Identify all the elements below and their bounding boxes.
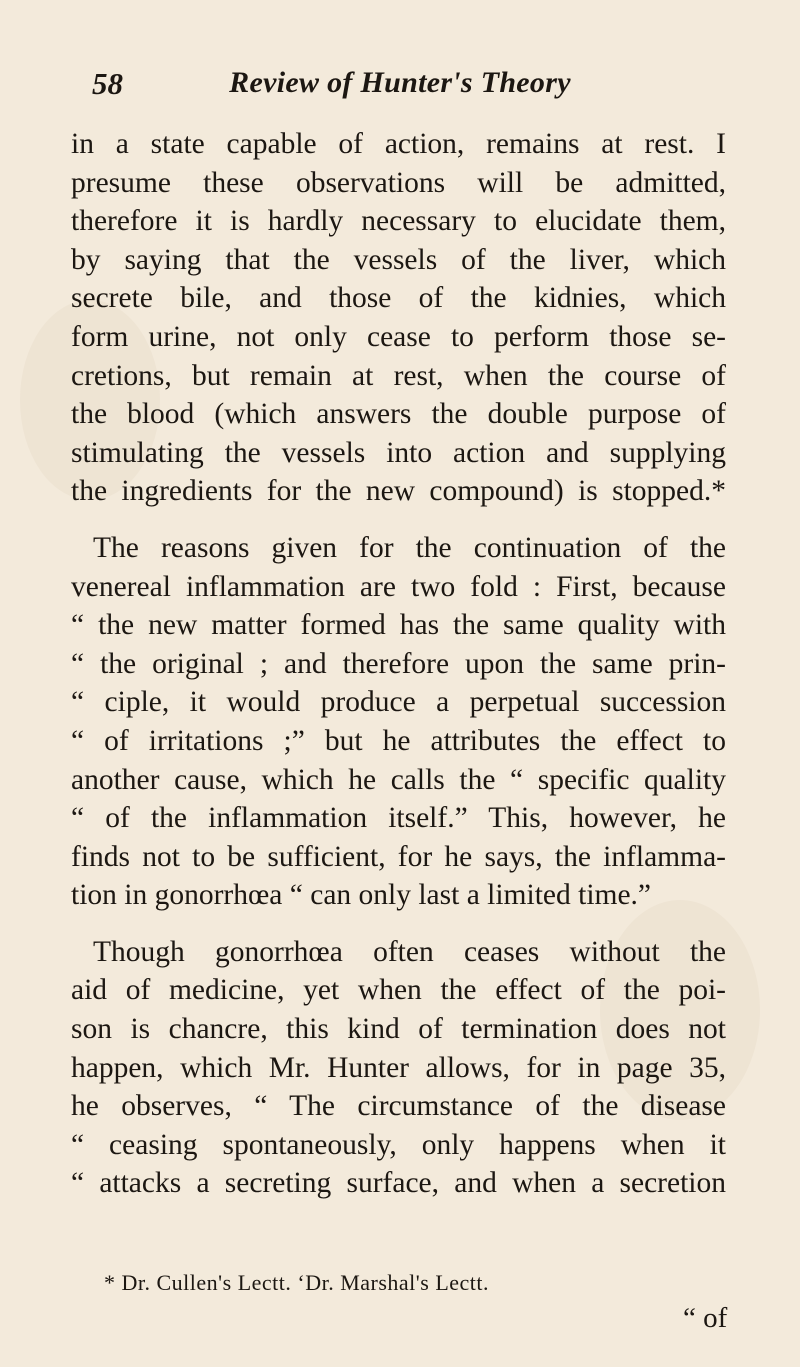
body-text xyxy=(71,125,726,1203)
text-line: Though gonorrhœa often ceases without the xyxy=(93,935,726,968)
text-line: he observes, “ The circumstance of the disease xyxy=(71,1090,726,1123)
text-line: form urine, not only cease to perform those se- xyxy=(71,320,726,353)
page-number: 58 xyxy=(92,66,123,101)
text-line: “ ceasing spontaneously, only happens when it xyxy=(71,1128,726,1161)
text-line: the blood (which answers the double purpose of xyxy=(71,398,726,431)
text-line: secrete bile, and those of the kidnies, which xyxy=(71,282,726,315)
text-line: “ of the inflammation itself.” This, however, he xyxy=(71,802,726,835)
text-line: “ the new matter formed has the same quality with xyxy=(71,609,726,642)
text-line: tion in gonorrhœa “ can only last a limited time.” xyxy=(71,879,652,912)
paragraph xyxy=(71,125,726,511)
text-line: aid of medicine, yet when the effect of the poi- xyxy=(71,974,726,1007)
text-line: in a state capable of action, remains at rest. I xyxy=(71,128,726,160)
text-line: another cause, which he calls the “ specific quality xyxy=(71,763,726,796)
footnote: * Dr. Cullen's Lectt. ‘Dr. Marshal's Lectt. xyxy=(104,1270,490,1295)
text-line: the ingredients for the new compound) is stopped.* xyxy=(71,475,726,508)
text-line: “ ciple, it would produce a perpetual succession xyxy=(71,686,726,719)
text-line: “ the original ; and therefore upon the same prin- xyxy=(71,647,726,680)
running-head: Review of Hunter's Theory xyxy=(229,66,571,99)
text-line: by saying that the vessels of the liver, which xyxy=(71,243,726,276)
text-line: son is chancre, this kind of termination does not xyxy=(71,1013,726,1046)
text-line: presume these observations will be admitted, xyxy=(71,166,726,199)
text-line: venereal inflammation are two fold : First, because xyxy=(71,570,726,603)
paragraph xyxy=(71,933,726,1203)
text-line: “ attacks a secreting surface, and when a secretion xyxy=(71,1167,726,1200)
text-line: happen, which Mr. Hunter allows, for in page 35, xyxy=(71,1051,726,1084)
text-line: therefore it is hardly necessary to elucidate them, xyxy=(71,205,726,238)
catchword: “ of xyxy=(683,1302,728,1334)
text-line: “ of irritations ;” but he attributes the effect to xyxy=(71,724,726,757)
text-line: cretions, but remain at rest, when the course of xyxy=(71,359,726,392)
text-line: finds not to be sufficient, for he says, the inflamma- xyxy=(71,840,726,873)
text-line: stimulating the vessels into action and supplying xyxy=(71,436,726,469)
page-header xyxy=(40,66,760,106)
paragraph xyxy=(71,529,726,915)
text-line: The reasons given for the continuation of the xyxy=(93,531,726,564)
